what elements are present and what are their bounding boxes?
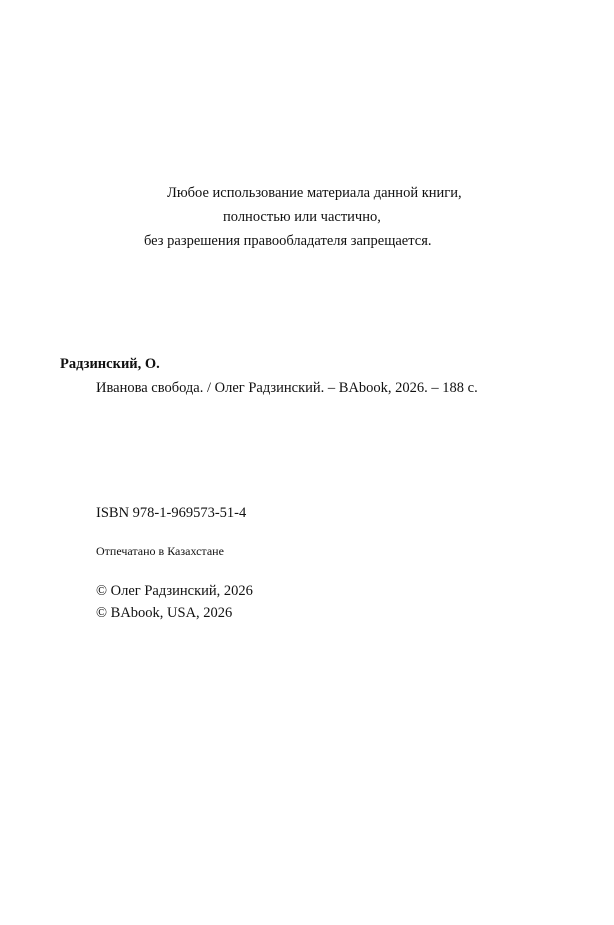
notice-line: полностью или частично,	[223, 209, 381, 225]
bibliographic-record	[60, 353, 478, 399]
notice-line: без разрешения правообладателя запрещается.	[144, 233, 432, 249]
bib-author: Радзинский, О.	[60, 356, 160, 372]
copyright-line: © Олег Радзинский, 2026	[96, 583, 253, 599]
isbn: ISBN 978-1-969573-51-4	[96, 505, 247, 521]
bib-description: Иванова свобода. / Олег Радзинский. – BAbook, 2026. – 188 с.	[96, 380, 478, 396]
copyright-notice	[0, 181, 614, 253]
copyright-holders	[96, 580, 253, 624]
copyright-line: © BAbook, USA, 2026	[96, 605, 233, 621]
notice-line: Любое использование материала данной книги,	[167, 185, 462, 201]
printed-in: Отпечатано в Казахстане	[96, 544, 224, 558]
